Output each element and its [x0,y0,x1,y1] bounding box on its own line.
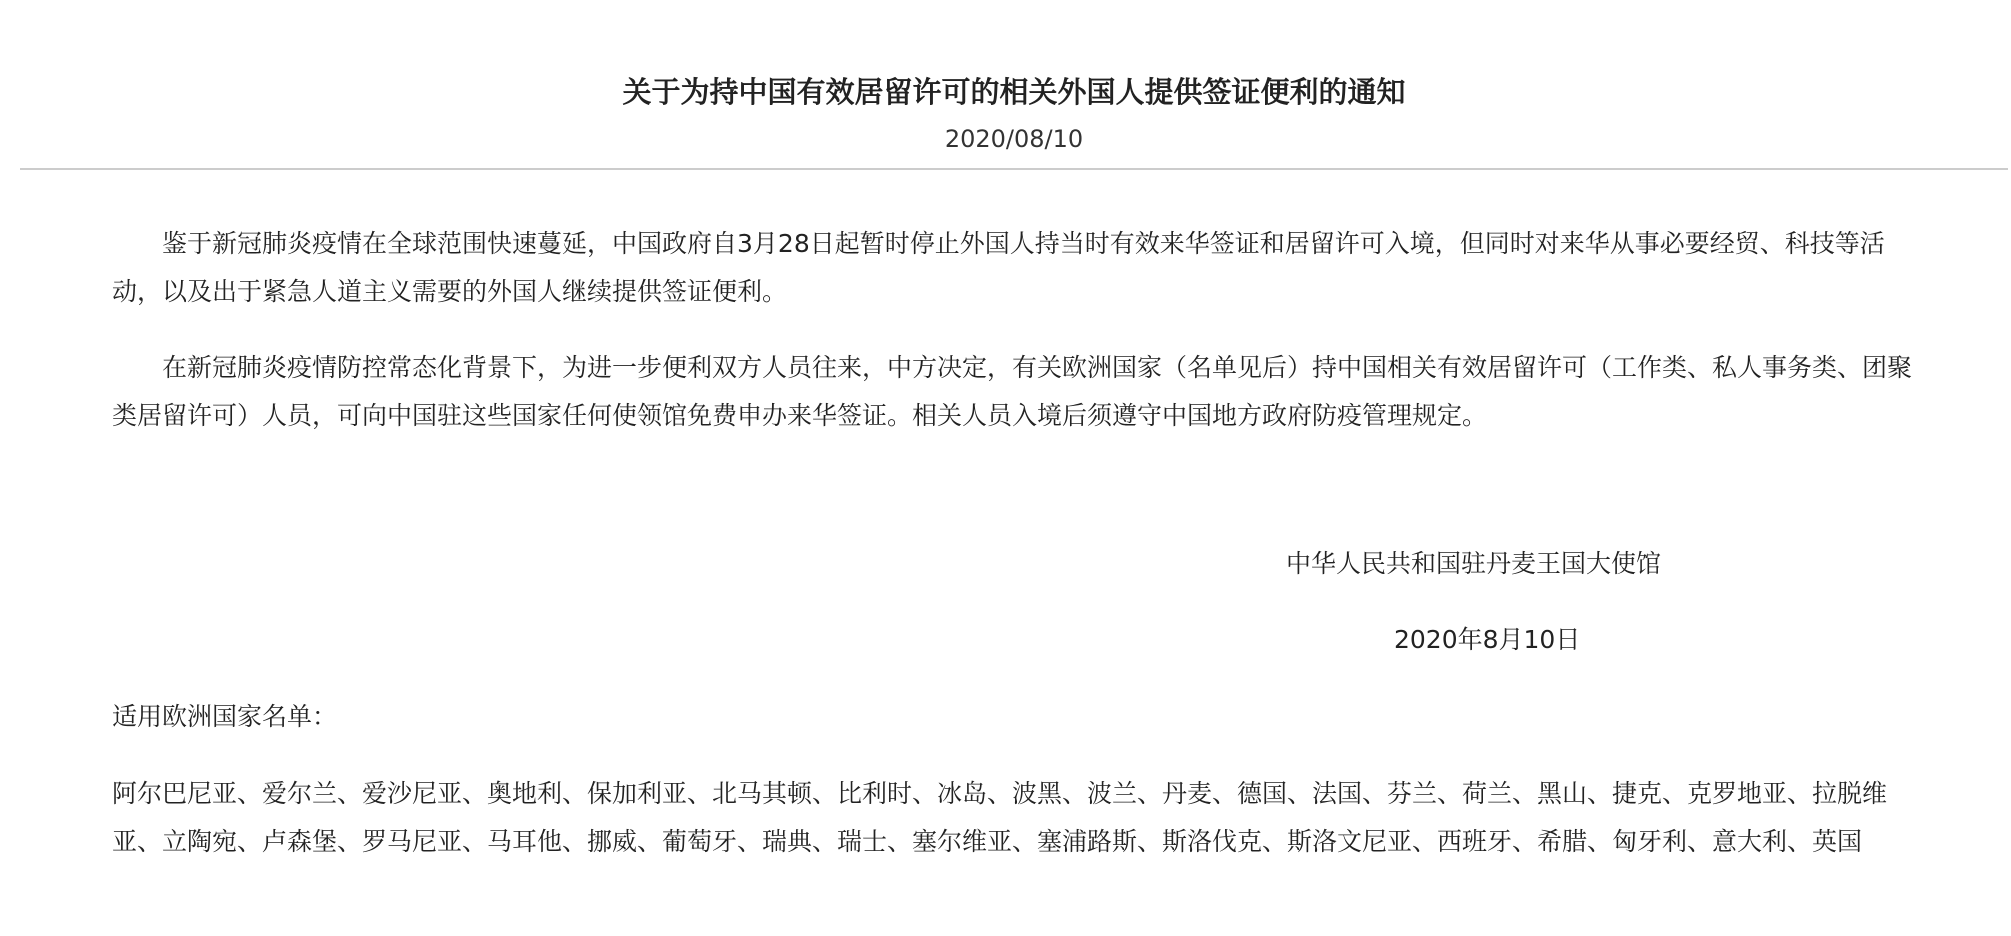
notice-header [20,0,2008,170]
country-list: 阿尔巴尼亚、爱尔兰、爱沙尼亚、奥地利、保加利亚、北马其顿、比利时、冰岛、波黑、波兰、丹麦、德国、法国、芬兰、荷兰、黑山、捷克、克罗地亚、拉脱维亚、立陶宛、卢森堡、罗马尼亚、马耳他、挪威、葡萄牙、瑞典、瑞士、塞尔维亚、塞浦路斯、斯洛伐克、斯洛文尼亚、西班牙、希腊、匈牙利、意大利、英国 [112,779,1888,856]
body-paragraph-1: 鉴于新冠肺炎疫情在全球范围快速蔓延，中国政府自3月28日起暂时停止外国人持当时有效来华签证和居留许可入境，但同时对来华从事必要经贸、科技等活动，以及出于紧急人道主义需要的外国人继续提供签证便利。 [112,229,1885,306]
issuer-signature: 中华人民共和国驻丹麦王国大使馆 [1286,549,1662,578]
body-paragraph-2: 在新冠肺炎疫情防控常态化背景下，为进一步便利双方人员往来，中方决定，有关欧洲国家（名单见后）持中国相关有效居留许可（工作类、私人事务类、团聚类居留许可）人员，可向中国驻这些国家任何使领馆免费申办来华签证。相关人员入境后须遵守中国地方政府防疫管理规定。 [112,353,1913,430]
signature-date: 2020年8月10日 [1394,625,1581,654]
country-list-heading: 适用欧洲国家名单： [112,702,338,731]
page-title: 关于为持中国有效居留许可的相关外国人提供签证便利的通知 [622,75,1406,109]
publish-date: 2020/08/10 [944,125,1084,153]
